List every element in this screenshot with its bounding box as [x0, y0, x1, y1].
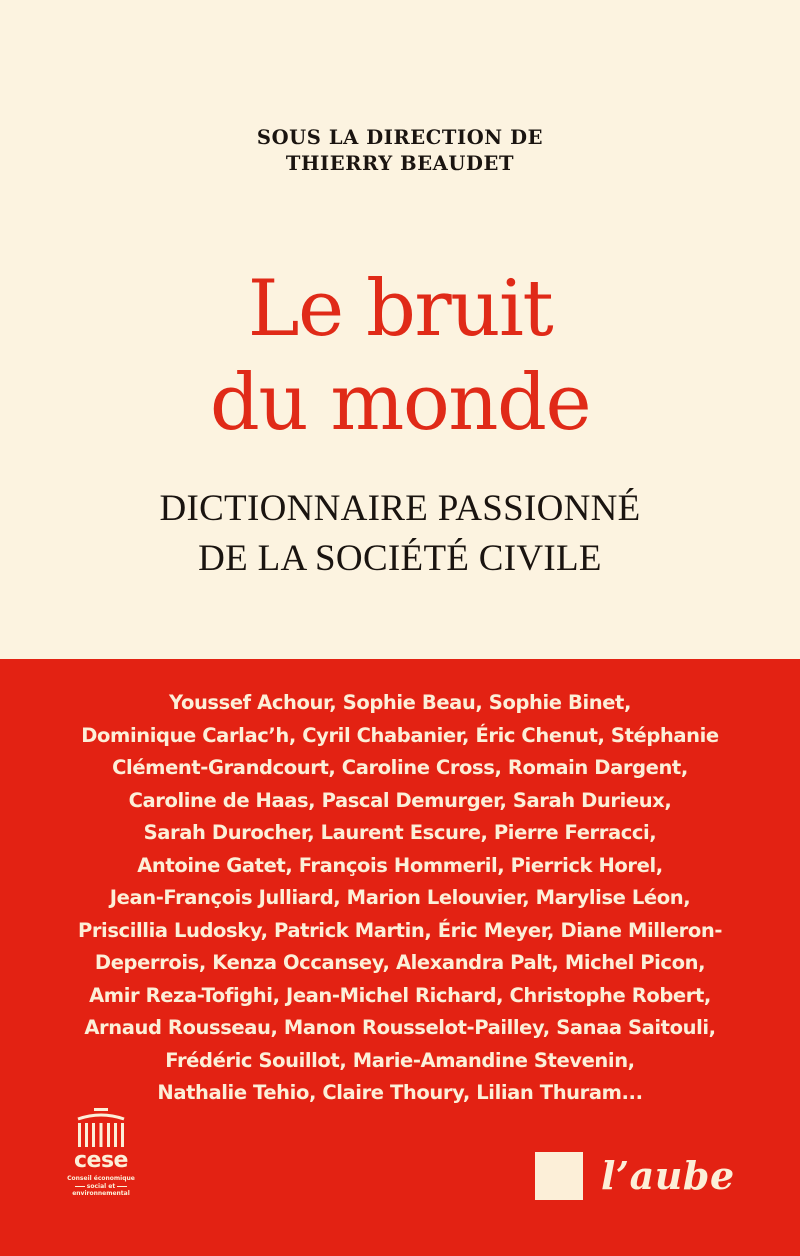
cese-tagline-line2	[58, 1183, 144, 1191]
contributors-line: Jean-François Julliard, Marion Lelouvier, Marylise Léon,	[109, 886, 691, 909]
contributors-line: Antoine Gatet, François Hommeril, Pierrick Horel,	[137, 853, 663, 877]
cese-tagline-line1: Conseil économique	[67, 1175, 135, 1182]
square-icon	[535, 1152, 583, 1200]
book-subtitle	[0, 484, 800, 584]
contributors-line: Dominique Carlac’h, Cyril Chabanier, Éric Chenut, Stéphanie	[81, 723, 719, 747]
editor-credit-line1: SOUS LA DIRECTION DE	[256, 126, 544, 149]
contributors-line: Nathalie Tehio, Claire Thoury, Lilian Thuram...	[157, 1081, 643, 1104]
contributors-line: Arnaud Rousseau, Manon Rousselot-Pailley, Sanaa Saitouli,	[84, 1016, 716, 1039]
cese-tagline-line2-text: social et	[86, 1182, 116, 1190]
contributors-line: Clément-Grandcourt, Caroline Cross, Romain Dargent,	[112, 756, 688, 779]
cese-tagline	[58, 1175, 144, 1198]
editor-name: THIERRY BEAUDET	[285, 152, 515, 175]
contributors-line: Caroline de Haas, Pascal Demurger, Sarah Durieux,	[128, 788, 672, 812]
book-title	[0, 262, 800, 450]
book-subtitle-line2: DE LA SOCIÉTÉ CIVILE	[198, 538, 602, 579]
contributors-line: Deperrois, Kenza Occansey, Alexandra Palt, Michel Picon,	[94, 951, 706, 974]
contributors-line: Sarah Durocher, Laurent Escure, Pierre Ferracci,	[143, 821, 657, 844]
contributors-line: Frédéric Souillot, Marie-Amandine Stevenin,	[165, 1048, 635, 1072]
book-subtitle-line1: DICTIONNAIRE PASSIONNÉ	[159, 488, 641, 529]
publisher-name: l’aube	[601, 1153, 735, 1198]
contributors-line: Youssef Achour, Sophie Beau, Sophie Binet,	[169, 691, 631, 714]
publisher-logo	[535, 1152, 735, 1200]
book-title-line2: du monde	[209, 358, 591, 448]
cese-tagline-line3: environnemental	[72, 1190, 130, 1197]
contributors-list	[20, 687, 780, 1110]
building-columns-icon	[58, 1108, 144, 1148]
book-title-line1: Le bruit	[247, 264, 553, 354]
cese-logo	[58, 1108, 144, 1198]
contributors-line: Amir Reza-Tofighi, Jean-Michel Richard, Christophe Robert,	[89, 983, 711, 1007]
editor-credit	[0, 125, 800, 177]
cese-wordmark: cese	[74, 1148, 128, 1173]
contributors-line: Priscillia Ludosky, Patrick Martin, Éric Meyer, Diane Milleron-	[77, 918, 723, 942]
